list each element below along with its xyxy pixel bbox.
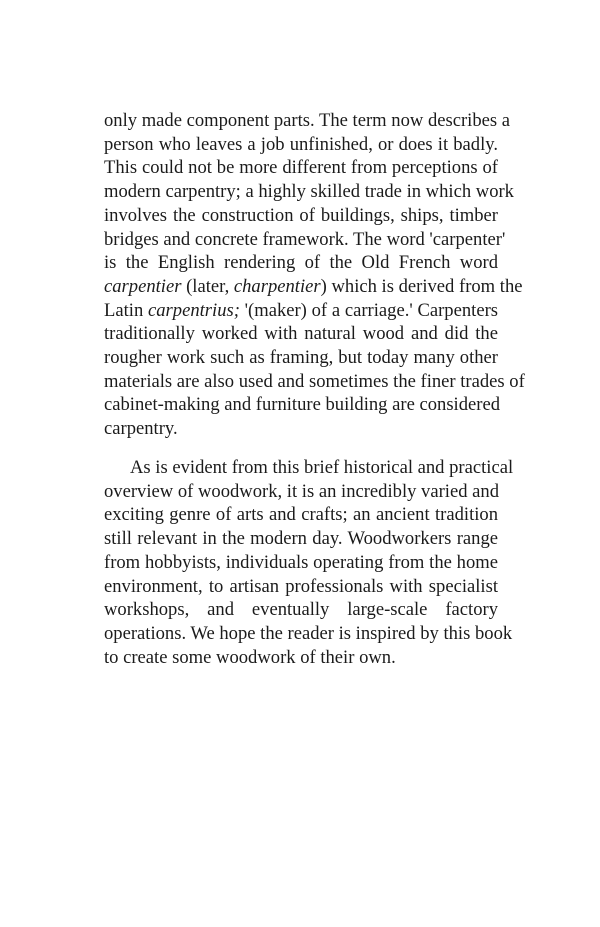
paragraph-woodwork-overview	[104, 456, 514, 669]
paragraph-line: This could not be more different from perceptions of	[104, 157, 498, 179]
line-segment: Latin	[104, 299, 148, 321]
paragraph-line: to create some woodwork of their own.	[104, 646, 396, 668]
paragraph-line-with-italics	[104, 299, 498, 323]
paragraph-line: from hobbyists, individuals operating from the home	[104, 551, 498, 573]
paragraph-line: person who leaves a job unfinished, or does it badly.	[104, 133, 498, 155]
italic-term: carpentrius;	[148, 299, 240, 321]
paragraph-line: is the English rendering of the Old French word	[104, 252, 498, 274]
italic-term: charpentier	[233, 275, 321, 297]
paragraph-line: involves the construction of buildings, ships, timber	[104, 204, 498, 226]
italic-term: carpentier	[104, 275, 182, 297]
line-segment: '(maker) of a carriage.' Carpenters	[239, 299, 499, 321]
paragraph-line: operations. We hope the reader is inspired by this book	[104, 622, 513, 644]
paragraph-carpentry-history	[104, 109, 525, 441]
paragraph-line-with-italics	[104, 275, 523, 299]
paragraph-line: overview of woodwork, it is an incredibly varied and	[104, 480, 500, 502]
paragraph-line: modern carpentry; a highly skilled trade in which work	[104, 181, 514, 203]
paragraph-line: still relevant in the modern day. Woodworkers range	[104, 528, 498, 550]
paragraph-line: traditionally worked with natural wood and did the	[104, 323, 498, 345]
line-segment: (later,	[181, 275, 234, 297]
paragraph-line: carpentry.	[104, 418, 178, 440]
paragraph-line: environment, to artisan professionals with specialist	[104, 575, 498, 597]
paragraph-line: workshops, and eventually large-scale factory	[104, 599, 498, 621]
paragraph-line: materials are also used and sometimes the finer trades of	[104, 370, 525, 392]
paragraph-line: cabinet-making and furniture building are considered	[104, 394, 501, 416]
paragraph-line: only made component parts. The term now describes a	[104, 110, 511, 131]
paragraph-line: exciting genre of arts and crafts; an ancient tradition	[104, 504, 498, 526]
paragraph-line: As is evident from this brief historical and practical	[130, 457, 514, 478]
paragraph-line: bridges and concrete framework. The word 'carpenter'	[104, 228, 506, 250]
line-segment: ) which is derived from the	[320, 275, 523, 297]
paragraph-line: rougher work such as framing, but today many other	[104, 347, 498, 369]
